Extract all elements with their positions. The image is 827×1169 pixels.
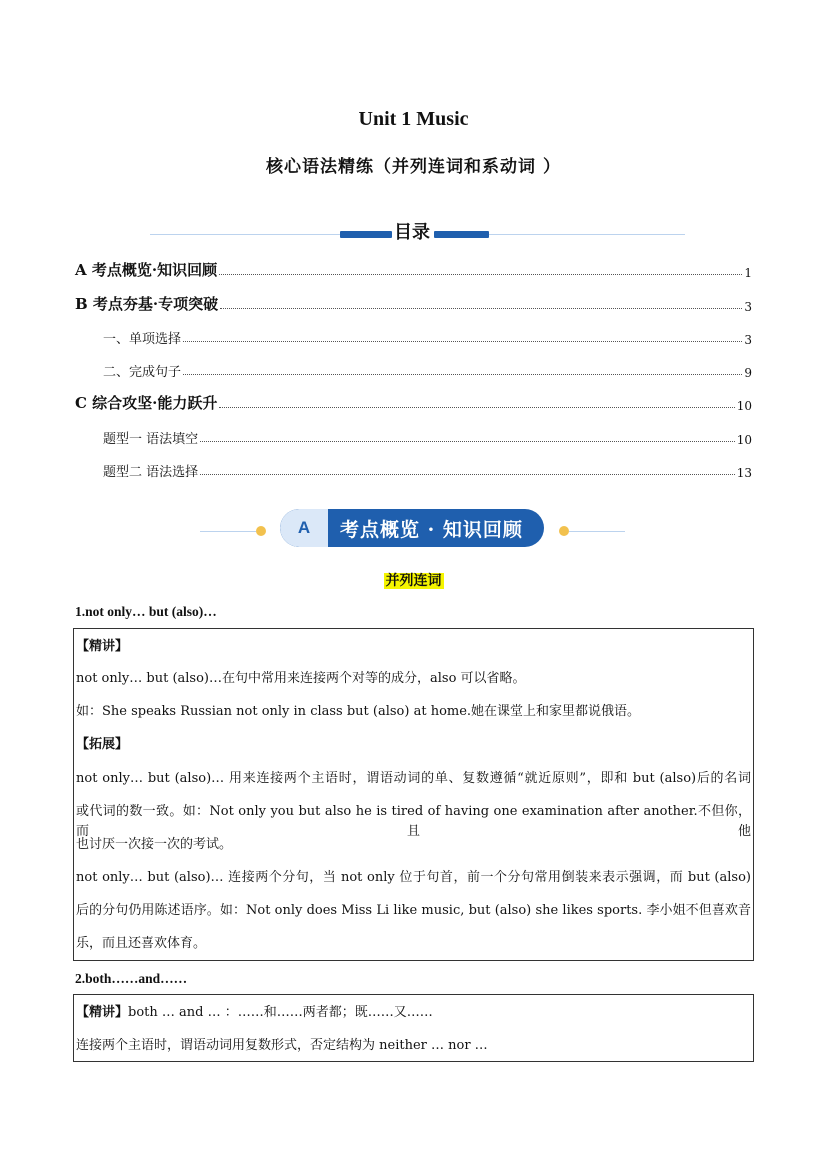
toc-entry-page: 10 [736, 399, 752, 413]
banner-letter: A [280, 509, 328, 547]
toc-entry-label: 题型一 语法填空 [103, 432, 199, 447]
box-line: 也讨厌一次接一次的考试。 [76, 837, 233, 852]
toc-entry-page: 10 [736, 433, 752, 447]
toc-accent-right [434, 231, 489, 238]
toc-entry[interactable] [75, 425, 752, 447]
toc-entry-label: 题型二 语法选择 [103, 465, 199, 480]
toc-entry[interactable] [75, 458, 752, 480]
lecture-tag: 【精讲】 [76, 1005, 129, 1020]
toc-entry-label: B 考点夯基·专项突破 [75, 295, 219, 313]
box-line: 连接两个主语时，谓语动词用复数形式，否定结构为 neither … nor … [76, 1038, 488, 1053]
banner-dot-right [559, 526, 569, 536]
toc-accent-left [340, 231, 392, 238]
toc-entry[interactable] [75, 258, 752, 280]
section-title [0, 570, 827, 590]
toc-entry[interactable] [75, 391, 752, 413]
toc-leader [200, 474, 735, 475]
banner-text: 考点概览 · 知识回顾 [340, 518, 523, 541]
box-line: not only… but (also)…在句中常用来连接两个对等的成分，also 可以省略。 [76, 671, 526, 686]
toc-divider-right [489, 234, 685, 235]
item-box [73, 994, 754, 1062]
toc-heading: 目录 [394, 222, 430, 243]
toc-leader [220, 308, 742, 309]
document-subtitle: 核心语法精练（并列连词和系动词 ） [266, 157, 561, 177]
banner-dot-left [256, 526, 266, 536]
lecture-tag: 【精讲】 [76, 639, 129, 654]
toc-leader [183, 374, 742, 375]
section-banner [200, 507, 625, 551]
extend-tag: 【拓展】 [76, 737, 129, 752]
box-line: 乐，而且还喜欢体育。 [76, 936, 207, 951]
toc-entry-label: C 综合攻坚·能力跃升 [75, 394, 218, 412]
toc-divider-left [150, 234, 340, 235]
toc-entry-page: 1 [744, 266, 752, 280]
box-line [76, 1003, 751, 1023]
toc-leader [219, 274, 742, 275]
box-line: 或代词的数一致。如：Not only you but also he is tired of having one examination after another.不但你，而且他 [76, 804, 751, 839]
toc-entry[interactable] [75, 358, 752, 380]
toc-leader [183, 341, 742, 342]
banner-pill [280, 509, 544, 547]
toc-leader [200, 441, 735, 442]
section-title-text: 并列连词 [385, 573, 442, 589]
toc-leader [219, 407, 734, 408]
document-title: Unit 1 Music [358, 108, 469, 130]
toc-entry-label: 一、单项选择 [103, 332, 182, 347]
banner-line-right [569, 531, 625, 532]
banner-line-left [200, 531, 256, 532]
lecture-text: both … and … ：……和……两者都；既……又…… [128, 1005, 433, 1020]
toc-entry-page: 3 [744, 333, 752, 347]
toc-entry[interactable] [75, 325, 752, 347]
toc-entry-page: 3 [744, 300, 752, 314]
toc-entry-label: 二、完成句子 [103, 365, 182, 380]
item-heading: 2.both……and…… [75, 971, 188, 986]
box-line: 后的分句仍用陈述语序。如：Not only does Miss Li like music, but (also) she likes sports. 李小姐不但喜欢音 [76, 903, 751, 918]
toc-entry-page: 9 [744, 366, 752, 380]
toc-entry[interactable] [75, 292, 752, 314]
toc-entry-label: A 考点概览·知识回顾 [75, 261, 218, 279]
box-line: not only… but (also)… 连接两个分句，当 not only 位于句首，前一个分句常用倒装来表示强调，而 but (also) [76, 870, 751, 885]
box-line: not only… but (also)… 用来连接两个主语时，谓语动词的单、复数遵循“就近原则”，即和 but (also)后的名词 [76, 771, 751, 786]
toc-entry-page: 13 [736, 466, 752, 480]
box-line: 如：She speaks Russian not only in class but (also) at home.她在课堂上和家里都说俄语。 [76, 704, 641, 719]
item-heading: 1.not only… but (also)… [75, 604, 217, 619]
toc-heading-bar [150, 216, 685, 246]
item-box [73, 628, 754, 961]
